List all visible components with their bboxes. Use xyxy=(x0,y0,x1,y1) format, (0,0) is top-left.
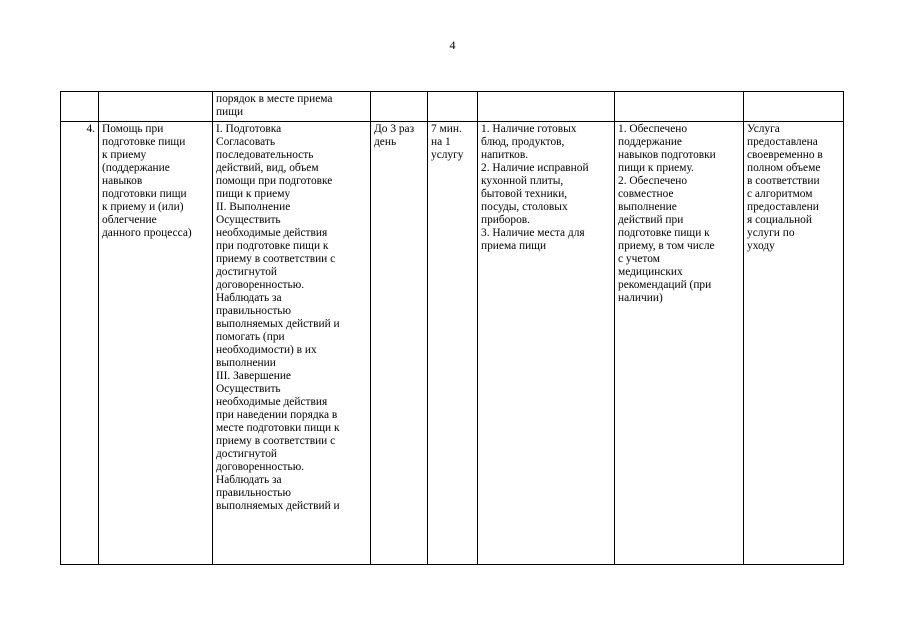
table-row-continuation xyxy=(61,92,844,122)
cell-evaluation xyxy=(744,92,844,122)
cell-number: 4. xyxy=(61,122,99,565)
cell-evaluation: Услуга предоставлена своевременно в полном объеме в соответствии с алгоритмом предоставлени я социальной услуги по уходу xyxy=(744,122,844,565)
cell-content: порядок в месте приема пищи xyxy=(213,92,371,122)
cell-service xyxy=(99,92,213,122)
cell-content: I. Подготовка Согласовать последовательность действий, вид, объем помощи при подготовке пищи к приему II. Выполнение Осуществить необходимые действия при подготовке пищи к приему в соответствии с достигнутой договоренностью. Наблюдать за правильностью выполняемых действий и помогать (при необходимости) в их выполнении III. Завершение Осуществить необходимые действия при наведении порядка в месте подготовки пищи к приему в соответствии с достигнутой договоренностью. Наблюдать за правильностью выполняемых действий и xyxy=(213,122,371,565)
services-table xyxy=(60,91,844,565)
cell-time xyxy=(428,92,478,122)
cell-time: 7 мин. на 1 услугу xyxy=(428,122,478,565)
cell-number xyxy=(61,92,99,122)
page-number: 4 xyxy=(449,38,456,52)
cell-conditions: 1. Наличие готовых блюд, продуктов, напитков. 2. Наличие исправной кухонной плиты, бытовой техники, посуды, столовых приборов. 3. Наличие места для приема пищи xyxy=(478,122,615,565)
cell-frequency xyxy=(371,92,428,122)
cell-service: Помощь при подготовке пищи к приему (поддержание навыков подготовки пищи к приему и (или) облегчение данного процесса) xyxy=(99,122,213,565)
cell-results: 1. Обеспечено поддержание навыков подготовки пищи к приему. 2. Обеспечено совместное выполнение действий при подготовке пищи к приему, в том числе с учетом медицинских рекомендаций (при наличии) xyxy=(615,122,744,565)
cell-frequency: До 3 раз день xyxy=(371,122,428,565)
table-row-service-4 xyxy=(61,122,844,565)
cell-conditions xyxy=(478,92,615,122)
cell-results xyxy=(615,92,744,122)
